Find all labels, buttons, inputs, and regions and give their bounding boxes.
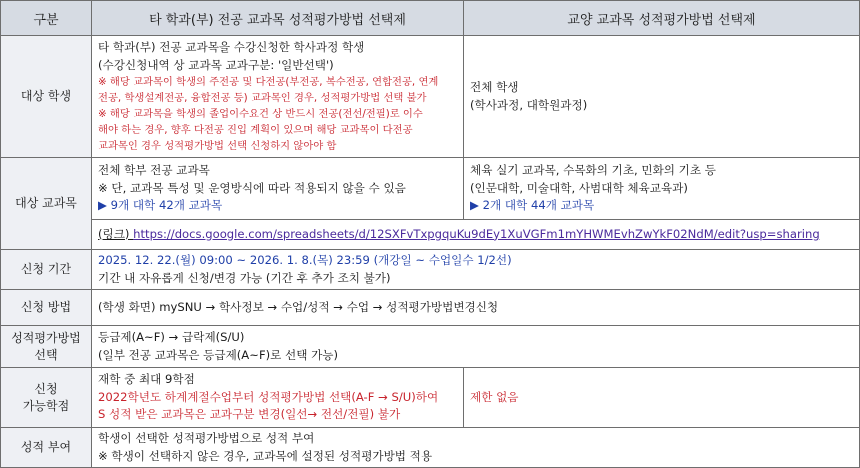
- method-content: [92, 290, 860, 326]
- grading-selection-line1: 등급제(A~F) → 급락제(S/U): [98, 330, 245, 344]
- link-url: https://docs.google.com/spreadsheets/d/12SXFvTxpgquKu9dEy1XuVGFm1mYHWMEvhZwYkF02NdM/edit?usp=sharing: [133, 226, 820, 241]
- period-line2: 기간 내 자유롭게 신청/변경 가능 (기간 후 추가 조치 불가): [98, 270, 391, 285]
- credits-general-line1: 제한 없음: [470, 389, 519, 404]
- grade-award-line1: 학생이 선택한 성적평가방법으로 성적 부여: [98, 431, 315, 445]
- label-grade-award: 성적 부여: [1, 428, 92, 468]
- target-courses-general: [464, 158, 860, 220]
- credits-major-line3: S 성적 받은 교과목은 교과구분 변경(일선→ 전선/전필) 불가: [98, 407, 401, 422]
- course-list-link[interactable]: [98, 226, 853, 244]
- grade-award-content: [92, 428, 860, 468]
- row-course-list-link: [1, 220, 860, 250]
- period-line1: 2025. 12. 22.(월) 09:00 ~ 2026. 1. 8.(목) 23:59 (개강일 ~ 수업일수 1/2선): [98, 253, 512, 267]
- label-period: 신청 기간: [1, 250, 92, 290]
- grade-award-line2: ※ 학생이 선택하지 않은 경우, 교과목에 설정된 성적평가방법 적용: [98, 448, 433, 463]
- target-courses-general-line1: 체육 실기 교과목, 수목화의 기초, 민화의 기초 등: [470, 163, 716, 178]
- method-line1: (학생 화면) mySNU → 학사정보 → 수업/성적 → 수업 → 성적평가방법변경신청: [98, 299, 499, 314]
- credits-major-line1: 재학 중 최대 9학점: [98, 372, 195, 387]
- grading-selection-content: [92, 326, 860, 368]
- label-target-students: 대상 학생: [1, 36, 92, 158]
- row-target-courses: [1, 158, 860, 220]
- credits-general: [464, 368, 860, 428]
- label-method: 신청 방법: [1, 290, 92, 326]
- period-content: [92, 250, 860, 290]
- label-credits-line2: 가능학점: [22, 398, 70, 413]
- target-students-major-line1: 타 학과(부) 전공 교과목을 수강신청한 학사과정 학생: [98, 40, 365, 54]
- label-credits: [1, 368, 92, 428]
- row-period: [1, 250, 860, 290]
- header-row: [1, 1, 860, 36]
- link-prefix: (링크): [98, 226, 130, 241]
- target-courses-general-line2: (인문대학, 미술대학, 사범대학 체육교육과): [470, 180, 688, 195]
- row-method: [1, 290, 860, 326]
- note2-line1: ※ 해당 교과목을 학생의 졸업이수요건 상 반드시 전공(전선/전필)로 이수: [98, 108, 423, 120]
- label-grading-selection: [1, 326, 92, 368]
- note1-line2: 전공, 학생설계전공, 융합전공 등) 교과목인 경우, 성적평가방법 선택 불가: [98, 92, 427, 104]
- target-students-major-line2: (수강신청내역 상 교과목 교과구분: '일반선택'): [98, 57, 334, 72]
- note2-line3: 교과목인 경우 성적평가방법 선택 신청하지 않아야 함: [98, 140, 337, 152]
- target-courses-general-count: ▶ 2개 대학 44개 교과목: [470, 198, 595, 213]
- target-courses-major-count: ▶ 9개 대학 42개 교과목: [98, 198, 223, 213]
- credits-major: [92, 368, 464, 428]
- header-major-courses: 타 학과(부) 전공 교과목 성적평가방법 선택제: [92, 1, 464, 36]
- header-general-courses: 교양 교과목 성적평가방법 선택제: [464, 1, 860, 36]
- label-grading-selection-line1: 성적평가방법: [11, 330, 81, 345]
- label-grading-selection-line2: 선택: [34, 347, 58, 362]
- label-credits-line1: 신청: [34, 381, 58, 396]
- course-list-link-cell: [92, 220, 860, 250]
- header-category: 구분: [1, 1, 92, 36]
- credits-major-line2: 2022학년도 하계계절수업부터 성적평가방법 선택(A-F → S/U)하여: [98, 389, 439, 404]
- grading-selection-line2: (일부 전공 교과목은 등급제(A~F)로 선택 가능): [98, 347, 339, 362]
- target-courses-major: [92, 158, 464, 220]
- target-students-general-line1: 전체 학생: [470, 80, 519, 94]
- row-grade-award: [1, 428, 860, 468]
- note2-line2: 해야 하는 경우, 향후 다전공 진입 계획이 있으며 해당 교과목이 다전공: [98, 124, 413, 136]
- target-courses-major-line1: 전체 학부 전공 교과목: [98, 163, 210, 178]
- row-target-students: [1, 36, 860, 158]
- target-students-general-line2: (학사과정, 대학원과정): [470, 97, 588, 112]
- target-students-note2: [98, 106, 457, 154]
- target-students-note1: [98, 74, 457, 106]
- target-courses-major-line2: ※ 단, 교과목 특성 및 운영방식에 따라 적용되지 않을 수 있음: [98, 180, 406, 195]
- target-students-major: [92, 36, 464, 158]
- label-target-courses: 대상 교과목: [1, 158, 92, 250]
- note1-line1: ※ 해당 교과목이 학생의 주전공 및 다전공(부전공, 복수전공, 연합전공, 연계: [98, 76, 439, 88]
- row-credits: [1, 368, 860, 428]
- row-grading-selection: [1, 326, 860, 368]
- target-students-general: [464, 36, 860, 158]
